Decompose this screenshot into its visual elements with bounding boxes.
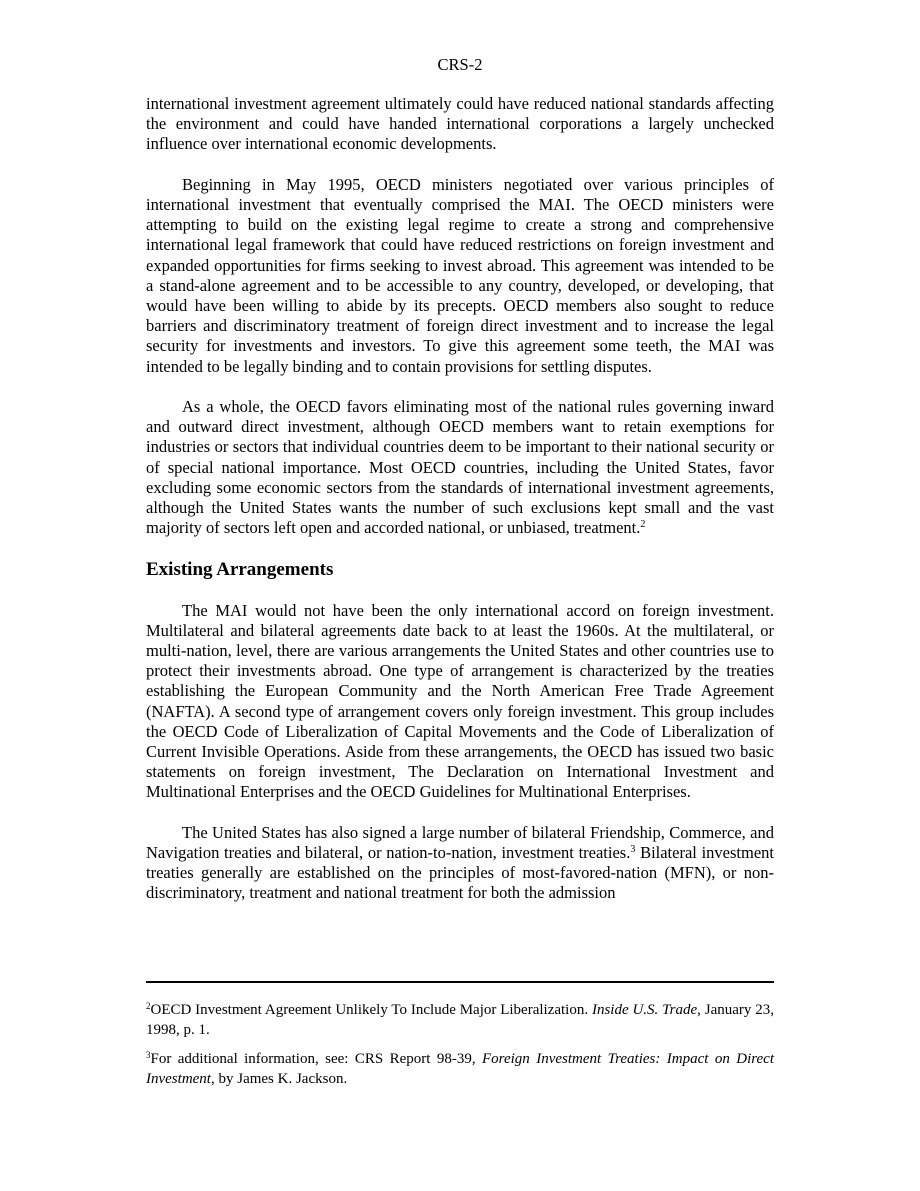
document-body [146,94,774,924]
footnote-text: OECD Investment Agreement Unlikely To Include Major Liberalization. [150,1002,592,1018]
section-heading: Existing Arrangements [146,558,334,580]
paragraph-text: Bilateral investment treaties generally are established on the principles of most-favored-nation (MFN), or non-discriminatory, treatment and national treatment for both the admission [146,843,774,903]
footnote-source-title: Foreign Investment Treaties: Impact on Direct Investment [146,1051,775,1087]
paragraph-continuation: international investment agreement ultimately could have reduced national standards affecting the environment and could have handed international corporations a largely unchecked influence over international economic developments. [146,94,774,154]
footnote-ref-2: 2 [640,519,646,531]
footnote-text: , January 23, 1998, p. 1. [146,1002,775,1038]
footnote-2 [146,1000,774,1040]
paragraph-bilateral [146,823,774,904]
footnote-ref-3: 3 [630,844,636,856]
paragraph-multilateral: The MAI would not have been the only international accord on foreign investment. Multilateral and bilateral agreements date back to at least the 1960s. At the multilateral, or multi-nation, level, there are various arrangements the United States and other countries use to protect their investments abroad. One type of arrangement is characterized by the treaties establishing the European Community and the North American Free Trade Agreement (NAFTA). A second type of arrangement covers only foreign investment. This group includes the OECD Code of Liberalization of Capital Movements and the Code of Liberalization of Current Invisible Operations. Aside from these arrangements, the OECD has issued two basic statements on foreign investment, The Declaration on International Investment and Multinational Enterprises and the OECD Guidelines for Multinational Enterprises. [146,600,774,802]
paragraph-text: As a whole, the OECD favors eliminating most of the national rules governing inward and outward direct investment, although OECD members want to retain exemptions for industries or sectors that individual countries deem to be important to their national security or of special national importance. Most OECD countries, including the United States, favor excluding some economic sectors from the standards of international investment agreements, although the United States wants the number of such exclusions kept small and the vast majority of sectors left open and accorded national, or unbiased, treatment. [146,397,774,538]
paragraph-mai-negotiations: Beginning in May 1995, OECD ministers negotiated over various principles of international investment that eventually comprised the MAI. The OECD ministers were attempting to build on the existing legal regime to create a strong and comprehensive international legal framework that could have reduced restrictions on foreign investment and expanded opportunities for firms seeking to invest abroad. This agreement was intended to be a stand-alone agreement and to be accessible to any country, developed, or developing, that would have been willing to abide by its precepts. OECD members also sought to reduce barriers and discriminatory treatment of foreign direct investment and to increase the legal security for investments and investors. To give this agreement some teeth, the MAI was intended to be legally binding and to contain provisions for settling disputes. [146,174,774,376]
footnote-marker: 2 [146,1001,151,1011]
footnote-text: , by James K. Jackson. [210,1071,348,1087]
paragraph-text: The United States has also signed a large number of bilateral Friendship, Commerce, and Navigation treaties and bilateral, or nation-to-nation, investment treaties. [146,822,774,863]
footnote-marker: 3 [146,1050,151,1060]
footnotes [146,1000,774,1098]
paragraph-oecd-position [146,397,774,538]
page-number: CRS-2 [437,55,483,74]
footnote-divider [146,981,774,983]
footnote-3 [146,1049,774,1089]
footnote-text: For additional information, see: CRS Report 98-39, [150,1051,483,1067]
footnote-source-title: Inside U.S. Trade [591,1002,698,1018]
